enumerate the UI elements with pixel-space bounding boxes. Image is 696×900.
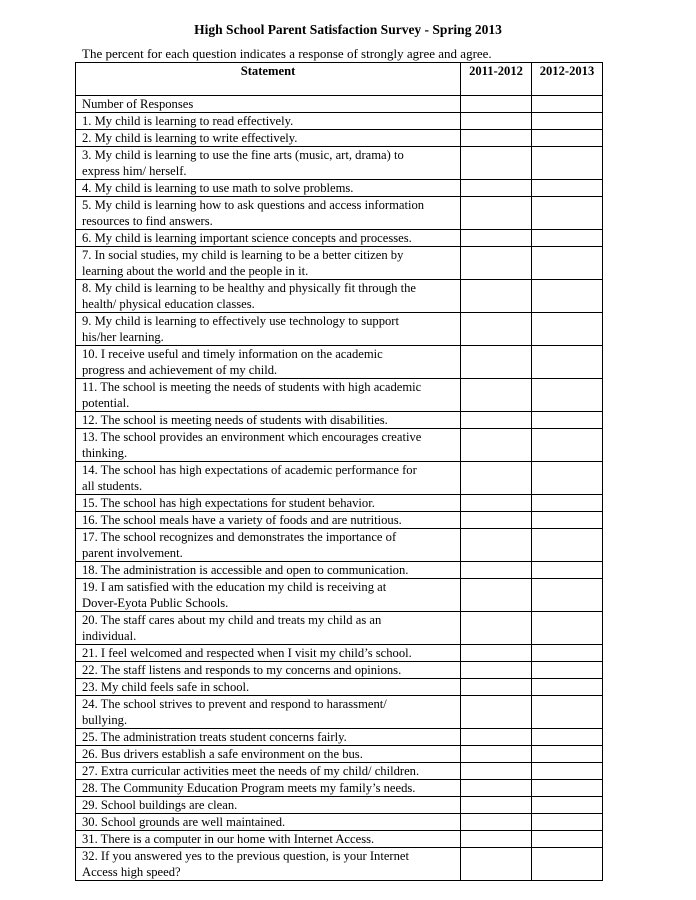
year-2011-2012-cell bbox=[461, 462, 532, 495]
year-2011-2012-cell bbox=[461, 96, 532, 113]
year-2012-2013-cell bbox=[532, 429, 603, 462]
year-2012-2013-cell bbox=[532, 512, 603, 529]
statement-cell bbox=[76, 679, 461, 696]
table-row bbox=[76, 130, 603, 147]
statement-cell bbox=[76, 831, 461, 848]
year-2012-2013-cell bbox=[532, 645, 603, 662]
statement-text-line: thinking. bbox=[82, 446, 128, 460]
year-2011-2012-cell bbox=[461, 429, 532, 462]
statement-cell bbox=[76, 96, 461, 113]
survey-table bbox=[75, 62, 603, 881]
intro-text: The percent for each question indicates a response of strongly agree and agree. bbox=[82, 46, 492, 61]
year-2011-2012-cell bbox=[461, 797, 532, 814]
statement-cell bbox=[76, 130, 461, 147]
statement-text-line: 26. Bus drivers establish a safe environment on the bus. bbox=[82, 747, 363, 761]
year-2012-2013-cell bbox=[532, 579, 603, 612]
year-2012-2013-cell bbox=[532, 462, 603, 495]
statement-cell bbox=[76, 379, 461, 412]
year-2011-2012-cell bbox=[461, 696, 532, 729]
statement-text-line: 19. I am satisfied with the education my child is receiving at bbox=[82, 580, 387, 594]
year-2011-2012-cell bbox=[461, 679, 532, 696]
year-2011-2012-cell bbox=[461, 180, 532, 197]
table-row bbox=[76, 797, 603, 814]
statement-cell bbox=[76, 529, 461, 562]
table-row bbox=[76, 679, 603, 696]
year-2012-2013-cell bbox=[532, 763, 603, 780]
statement-cell bbox=[76, 612, 461, 645]
statement-cell bbox=[76, 346, 461, 379]
statement-text-line: potential. bbox=[82, 396, 130, 410]
year-2011-2012-cell bbox=[461, 612, 532, 645]
table-row bbox=[76, 180, 603, 197]
statement-text-line: health/ physical education classes. bbox=[82, 297, 255, 311]
statement-cell bbox=[76, 848, 461, 881]
table-row bbox=[76, 746, 603, 763]
year-2012-2013-cell bbox=[532, 230, 603, 247]
year-2011-2012-cell bbox=[461, 746, 532, 763]
statement-text-line: 10. I receive useful and timely information on the academic bbox=[82, 347, 383, 361]
table-header-row bbox=[76, 63, 603, 96]
table-row bbox=[76, 529, 603, 562]
statement-cell bbox=[76, 113, 461, 130]
year-2011-2012-cell bbox=[461, 831, 532, 848]
year-2012-2013-cell bbox=[532, 814, 603, 831]
year-2012-2013-cell bbox=[532, 746, 603, 763]
statement-text-line: 25. The administration treats student concerns fairly. bbox=[82, 730, 347, 744]
statement-text-line: 15. The school has high expectations for student behavior. bbox=[82, 496, 375, 510]
table-row bbox=[76, 612, 603, 645]
year-2011-2012-cell bbox=[461, 495, 532, 512]
statement-text-line: 1. My child is learning to read effectively. bbox=[82, 114, 294, 128]
statement-text-line: 29. School buildings are clean. bbox=[82, 798, 238, 812]
year-2011-2012-cell bbox=[461, 379, 532, 412]
statement-cell bbox=[76, 230, 461, 247]
statement-text-line: 12. The school is meeting needs of students with disabilities. bbox=[82, 413, 388, 427]
statement-text-line: 18. The administration is accessible and open to communication. bbox=[82, 563, 409, 577]
statement-text-line: progress and achievement of my child. bbox=[82, 363, 278, 377]
statement-cell bbox=[76, 645, 461, 662]
statement-text-line: 4. My child is learning to use math to solve problems. bbox=[82, 181, 354, 195]
year-2012-2013-cell bbox=[532, 180, 603, 197]
year-2012-2013-cell bbox=[532, 780, 603, 797]
statement-cell bbox=[76, 746, 461, 763]
year-2012-2013-cell bbox=[532, 247, 603, 280]
statement-text-line: 16. The school meals have a variety of foods and are nutritious. bbox=[82, 513, 402, 527]
document-title: High School Parent Satisfaction Survey - Spring 2013 bbox=[194, 22, 502, 37]
year-2012-2013-cell bbox=[532, 831, 603, 848]
year-2011-2012-cell bbox=[461, 814, 532, 831]
year-2012-2013-cell bbox=[532, 729, 603, 746]
statement-cell bbox=[76, 763, 461, 780]
year-2012-2013-cell bbox=[532, 495, 603, 512]
statement-text-line: 8. My child is learning to be healthy and physically fit through the bbox=[82, 281, 417, 295]
statement-text-line: 17. The school recognizes and demonstrates the importance of bbox=[82, 530, 397, 544]
table-row bbox=[76, 412, 603, 429]
year-2012-2013-cell bbox=[532, 848, 603, 881]
statement-text-line: 11. The school is meeting the needs of students with high academic bbox=[82, 380, 422, 394]
statement-text-line: 3. My child is learning to use the fine arts (music, art, drama) to bbox=[82, 148, 404, 162]
year-2011-2012-cell bbox=[461, 280, 532, 313]
year-2011-2012-cell bbox=[461, 313, 532, 346]
year-2011-2012-cell bbox=[461, 662, 532, 679]
statement-text-line: 28. The Community Education Program meets my family’s needs. bbox=[82, 781, 416, 795]
statement-text-line: 9. My child is learning to effectively use technology to support bbox=[82, 314, 399, 328]
statement-text-line: all students. bbox=[82, 479, 143, 493]
statement-cell bbox=[76, 147, 461, 180]
statement-text-line: 7. In social studies, my child is learning to be a better citizen by bbox=[82, 248, 404, 262]
statement-cell bbox=[76, 462, 461, 495]
year-2012-2013-cell bbox=[532, 412, 603, 429]
table-row bbox=[76, 230, 603, 247]
table-row bbox=[76, 462, 603, 495]
year-2012-2013-cell bbox=[532, 113, 603, 130]
year-2011-2012-cell bbox=[461, 130, 532, 147]
year-2011-2012-cell bbox=[461, 780, 532, 797]
statement-text-line: 6. My child is learning important science concepts and processes. bbox=[82, 231, 412, 245]
year-2012-2013-header: 2012-2013 bbox=[532, 63, 603, 96]
table-row bbox=[76, 848, 603, 881]
table-row bbox=[76, 814, 603, 831]
statement-header: Statement bbox=[76, 63, 461, 96]
statement-cell bbox=[76, 814, 461, 831]
statement-text-line: express him/ herself. bbox=[82, 164, 187, 178]
statement-text-line: 13. The school provides an environment which encourages creative bbox=[82, 430, 422, 444]
year-2012-2013-cell bbox=[532, 679, 603, 696]
table-row bbox=[76, 763, 603, 780]
statement-text-line: 32. If you answered yes to the previous question, is your Internet bbox=[82, 849, 410, 863]
statement-text-line: bullying. bbox=[82, 713, 128, 727]
table-row bbox=[76, 429, 603, 462]
table-row bbox=[76, 662, 603, 679]
statement-cell bbox=[76, 729, 461, 746]
statement-cell bbox=[76, 562, 461, 579]
table-row bbox=[76, 512, 603, 529]
year-2011-2012-cell bbox=[461, 247, 532, 280]
table-row bbox=[76, 696, 603, 729]
table-row bbox=[76, 280, 603, 313]
statement-cell bbox=[76, 780, 461, 797]
year-2011-2012-cell bbox=[461, 147, 532, 180]
statement-cell bbox=[76, 495, 461, 512]
year-2012-2013-cell bbox=[532, 96, 603, 113]
year-2012-2013-cell bbox=[532, 529, 603, 562]
statement-cell bbox=[76, 662, 461, 679]
year-2011-2012-cell bbox=[461, 346, 532, 379]
statement-text-line: 21. I feel welcomed and respected when I visit my child’s school. bbox=[82, 646, 412, 660]
statement-text-line: 24. The school strives to prevent and respond to harassment/ bbox=[82, 697, 387, 711]
statement-cell bbox=[76, 412, 461, 429]
statement-cell bbox=[76, 696, 461, 729]
statement-cell bbox=[76, 429, 461, 462]
table-row bbox=[76, 831, 603, 848]
year-2012-2013-cell bbox=[532, 313, 603, 346]
table-row bbox=[76, 495, 603, 512]
year-2012-2013-cell bbox=[532, 130, 603, 147]
year-2011-2012-cell bbox=[461, 412, 532, 429]
table-row bbox=[76, 579, 603, 612]
table-row bbox=[76, 780, 603, 797]
statement-text-line: 14. The school has high expectations of academic performance for bbox=[82, 463, 417, 477]
statement-text-line: 31. There is a computer in our home with Internet Access. bbox=[82, 832, 375, 846]
year-2012-2013-cell bbox=[532, 379, 603, 412]
statement-text-line: individual. bbox=[82, 629, 137, 643]
statement-text-line: 2. My child is learning to write effectively. bbox=[82, 131, 298, 145]
table-row bbox=[76, 729, 603, 746]
year-2012-2013-cell bbox=[532, 280, 603, 313]
year-2011-2012-cell bbox=[461, 529, 532, 562]
table-row bbox=[76, 147, 603, 180]
statement-cell bbox=[76, 313, 461, 346]
table-row bbox=[76, 379, 603, 412]
year-2011-2012-cell bbox=[461, 848, 532, 881]
statement-cell bbox=[76, 247, 461, 280]
year-2012-2013-cell bbox=[532, 197, 603, 230]
table-row bbox=[76, 346, 603, 379]
statement-cell bbox=[76, 579, 461, 612]
statement-cell bbox=[76, 280, 461, 313]
statement-cell bbox=[76, 197, 461, 230]
year-2011-2012-cell bbox=[461, 512, 532, 529]
statement-text-line: Access high speed? bbox=[82, 865, 181, 879]
table-row bbox=[76, 247, 603, 280]
statement-text-line: learning about the world and the people in it. bbox=[82, 264, 309, 278]
year-2011-2012-cell bbox=[461, 729, 532, 746]
table-row bbox=[76, 197, 603, 230]
year-2012-2013-cell bbox=[532, 662, 603, 679]
table-row bbox=[76, 113, 603, 130]
statement-text-line: 23. My child feels safe in school. bbox=[82, 680, 250, 694]
year-2011-2012-cell bbox=[461, 562, 532, 579]
year-2011-2012-cell bbox=[461, 763, 532, 780]
year-2011-2012-cell bbox=[461, 197, 532, 230]
statement-text-line: 27. Extra curricular activities meet the needs of my child/ children. bbox=[82, 764, 420, 778]
year-2012-2013-cell bbox=[532, 147, 603, 180]
year-2012-2013-cell bbox=[532, 346, 603, 379]
year-2012-2013-cell bbox=[532, 562, 603, 579]
year-2012-2013-cell bbox=[532, 612, 603, 645]
statement-text-line: Dover-Eyota Public Schools. bbox=[82, 596, 229, 610]
statement-cell bbox=[76, 512, 461, 529]
statement-cell bbox=[76, 180, 461, 197]
year-2011-2012-cell bbox=[461, 113, 532, 130]
statement-text-line: 5. My child is learning how to ask questions and access information bbox=[82, 198, 425, 212]
year-2011-2012-header: 2011-2012 bbox=[461, 63, 532, 96]
survey-table-body bbox=[76, 96, 603, 881]
statement-text-line: 22. The staff listens and responds to my concerns and opinions. bbox=[82, 663, 402, 677]
year-2012-2013-cell bbox=[532, 696, 603, 729]
year-2011-2012-cell bbox=[461, 645, 532, 662]
table-row bbox=[76, 562, 603, 579]
statement-text-line: Number of Responses bbox=[82, 97, 194, 111]
statement-text-line: his/her learning. bbox=[82, 330, 164, 344]
year-2012-2013-cell bbox=[532, 797, 603, 814]
statement-text-line: 20. The staff cares about my child and treats my child as an bbox=[82, 613, 382, 627]
statement-cell bbox=[76, 797, 461, 814]
table-row bbox=[76, 96, 603, 113]
statement-text-line: parent involvement. bbox=[82, 546, 183, 560]
year-2011-2012-cell bbox=[461, 230, 532, 247]
table-row bbox=[76, 313, 603, 346]
statement-text-line: resources to find answers. bbox=[82, 214, 213, 228]
table-row bbox=[76, 645, 603, 662]
year-2011-2012-cell bbox=[461, 579, 532, 612]
statement-text-line: 30. School grounds are well maintained. bbox=[82, 815, 286, 829]
